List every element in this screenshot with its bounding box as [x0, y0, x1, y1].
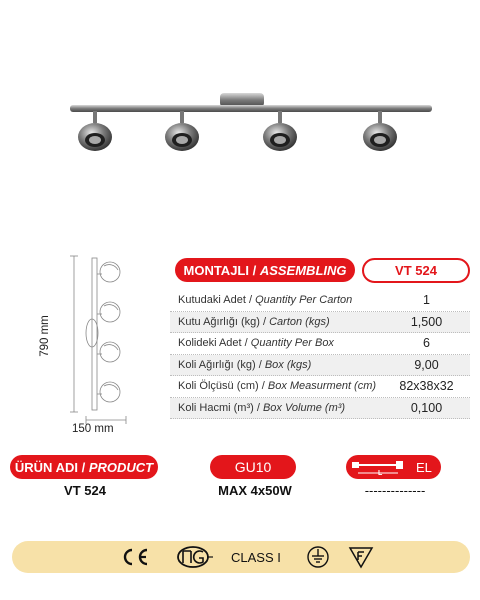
bulb-type: GU10 [234, 459, 272, 475]
spec-value: 82x38x32 [399, 379, 454, 394]
bulb-type-badge [210, 455, 296, 479]
cable-label: EL [416, 459, 432, 475]
product-name-header [10, 455, 158, 479]
assembling-title-tr: MONTAJLI / [183, 262, 257, 278]
spec-label-tr: Koli Ölçüsü (cm) / [178, 380, 265, 393]
product-name-value: VT 524 [64, 483, 106, 498]
spec-label-en: Box Measurment (cm) [267, 380, 377, 393]
spec-value: 6 [423, 336, 430, 351]
spec-label-tr: Koli Ağırlığı (kg) / [178, 358, 262, 371]
spec-label-en: Quantity Per Box [250, 337, 334, 350]
spec-row [170, 333, 470, 355]
spec-row [170, 376, 470, 398]
gost-mark-icon [175, 541, 215, 573]
spec-value: 9,00 [414, 357, 439, 372]
spec-row [170, 398, 470, 420]
spec-table [170, 290, 470, 419]
width-dimension: 150 mm [72, 423, 114, 435]
cable-length-letter: L [378, 470, 383, 476]
spec-row [170, 290, 470, 312]
assembling-header [175, 258, 355, 282]
model-code: VT 524 [395, 263, 437, 278]
spec-row [170, 312, 470, 334]
bulb-power-value: MAX 4x50W [218, 483, 292, 498]
spec-label-tr: Kutu Ağırlığı (kg) / [178, 315, 267, 328]
earth-ground-icon [306, 541, 330, 573]
spec-label-tr: Kutudaki Adet / [178, 294, 252, 307]
cable-plug-icon [352, 458, 406, 476]
spec-value: 1,500 [410, 314, 443, 329]
product-label-en: PRODUCT [88, 459, 154, 475]
class-label: CLASS I [231, 549, 281, 565]
spec-label-tr: Koli Hacmi (m³) / [178, 401, 260, 414]
f-mark-icon [348, 541, 374, 573]
spec-row [170, 355, 470, 377]
spec-label-en: Carton (kgs) [269, 315, 330, 328]
spec-label-en: Box (kgs) [264, 358, 312, 371]
cable-value: -------------- [364, 483, 426, 498]
product-label-tr: ÜRÜN ADI / [14, 459, 86, 475]
product-photo [50, 85, 450, 175]
model-badge [362, 258, 470, 283]
cable-badge [346, 455, 441, 479]
spec-value: 1 [423, 293, 430, 308]
spec-label-en: Quantity Per Carton [255, 294, 353, 307]
spec-label-tr: Kolideki Adet / [178, 337, 248, 350]
assembling-title-en: ASSEMBLING [259, 262, 347, 278]
spec-value: 0,100 [410, 400, 443, 415]
spec-label-en: Box Volume (m³) [262, 401, 346, 414]
technical-drawing [70, 252, 160, 424]
ce-mark-icon [120, 541, 150, 573]
height-dimension: 790 mm [39, 315, 51, 357]
